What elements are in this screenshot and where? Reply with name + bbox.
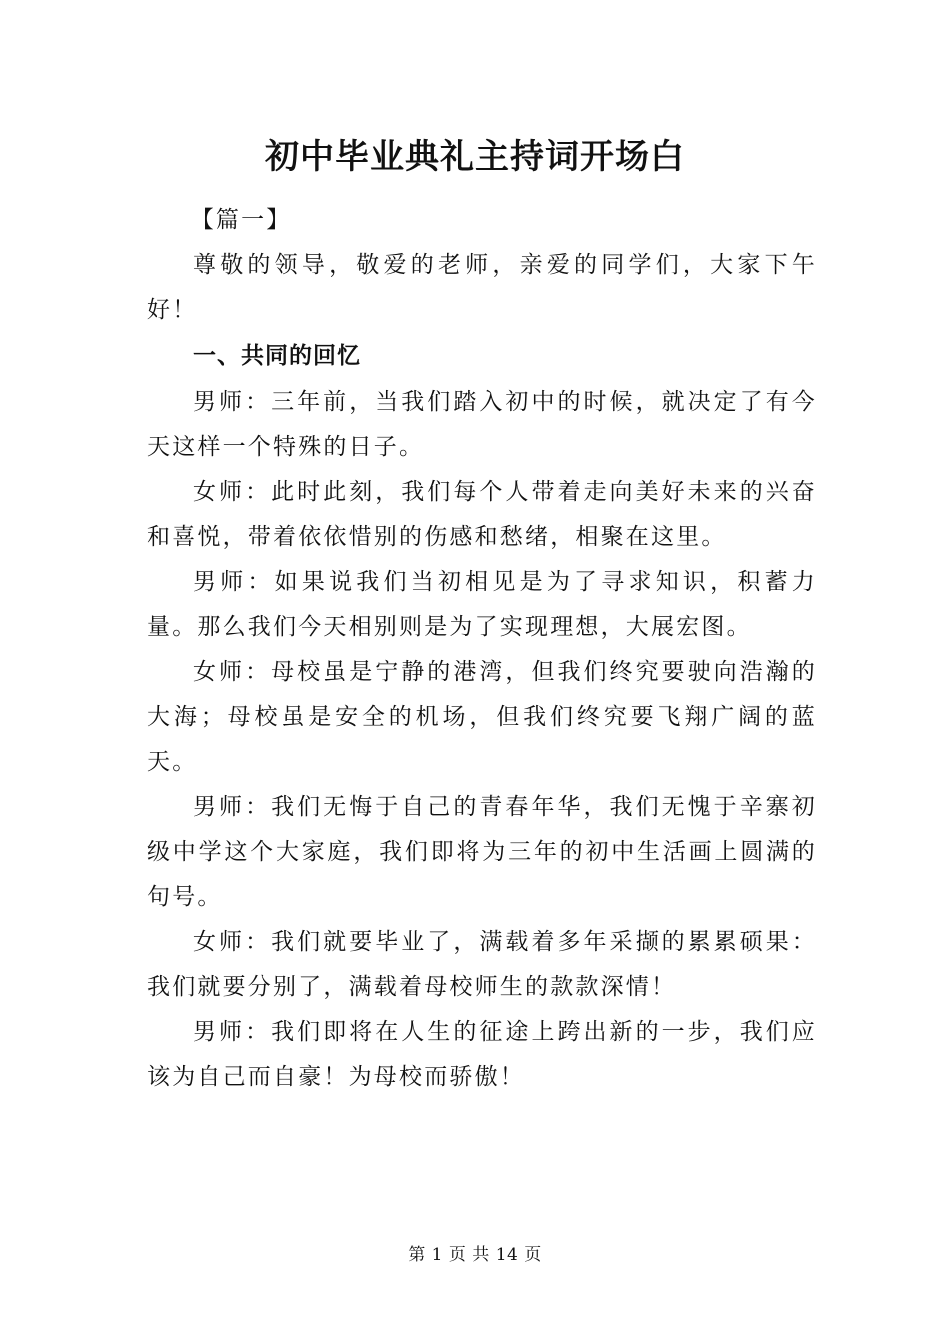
dialogue-paragraph: 男师：如果说我们当初相见是为了寻求知识，积蓄力量。那么我们今天相别则是为了实现理想，大展宏图。 [147,569,817,640]
dialogue-paragraph: 女师：此时此刻，我们每个人带着走向美好未来的兴奋和喜悦，带着依依惜别的伤感和愁绪，相聚在这里。 [147,479,817,550]
document-title: 初中毕业典礼主持词开场白 [265,137,685,177]
dialogue-paragraph: 女师：母校虽是宁静的港湾，但我们终究要驶向浩瀚的大海；母校虽是安全的机场，但我们终究要飞翔广阔的蓝天。 [147,659,817,775]
dialogue-paragraph: 男师：我们即将在人生的征途上跨出新的一步，我们应该为自己而自豪！为母校而骄傲！ [147,1019,817,1090]
greeting-paragraph: 尊敬的领导，敬爱的老师，亲爱的同学们，大家下午好！ [147,252,817,323]
page-footer: 第 1 页 共 14 页 [408,1245,542,1265]
dialogue-paragraph: 男师：三年前，当我们踏入初中的时候，就决定了有今天这样一个特殊的日子。 [147,389,817,460]
dialogue-paragraph: 男师：我们无悔于自己的青春年华，我们无愧于辛寨初级中学这个大家庭，我们即将为三年的初中生活画上圆满的句号。 [147,794,817,910]
dialogue-paragraph: 女师：我们就要毕业了，满载着多年采撷的累累硕果：我们就要分别了，满载着母校师生的款款深情！ [147,929,817,1000]
section-heading: 一、共同的回忆 [193,343,361,369]
document-body [147,198,817,1100]
section-tag: 【篇一】 [190,207,292,233]
